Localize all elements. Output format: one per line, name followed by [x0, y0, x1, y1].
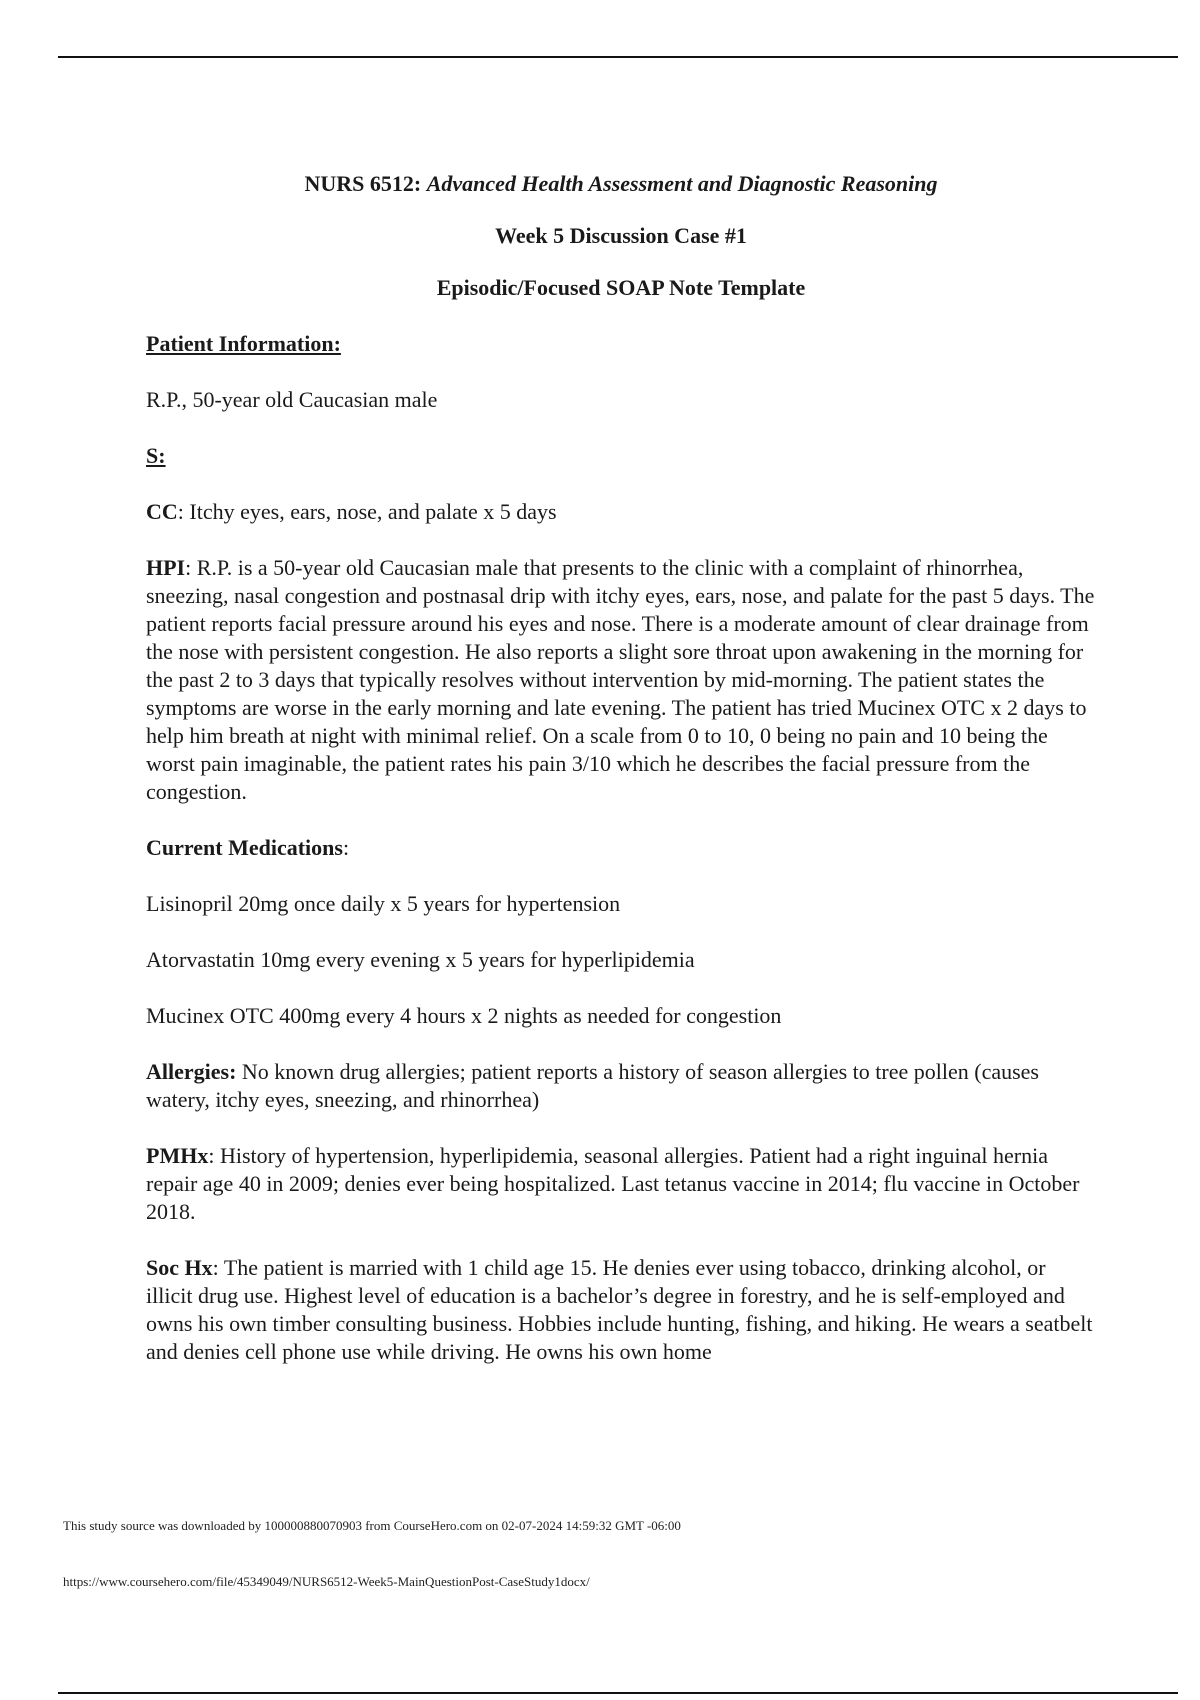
- medication-item: Atorvastatin 10mg every evening x 5 years for hyperlipidemia: [146, 947, 695, 972]
- course-code: NURS 6512:: [304, 171, 422, 196]
- allergies-paragraph: [146, 1058, 1096, 1114]
- template-title: Episodic/Focused SOAP Note Template: [436, 275, 806, 300]
- pmhx-text: : History of hypertension, hyperlipidemia, seasonal allergies. Patient had a right inguinal hernia repair age 40 in 2009; denies ever being hospitalized. Last tetanus vaccine in 2014; flu vaccine in October 2018.: [146, 1143, 1080, 1224]
- allergies-text: No known drug allergies; patient reports a history of season allergies to tree pollen (causes watery, itchy eyes, sneezing, and rhinorrhea): [146, 1059, 1039, 1112]
- soc-hx-label: Soc Hx: [146, 1255, 213, 1280]
- chief-complaint: [146, 498, 1096, 526]
- pmhx-paragraph: [146, 1142, 1096, 1226]
- medication-item: Mucinex OTC 400mg every 4 hours x 2 nights as needed for congestion: [146, 1003, 782, 1028]
- soc-hx-paragraph: [146, 1254, 1096, 1366]
- hpi-label: HPI: [146, 555, 186, 580]
- medication-item: Lisinopril 20mg once daily x 5 years for hypertension: [146, 891, 621, 916]
- medications-colon: :: [342, 835, 350, 860]
- allergies-label: Allergies:: [146, 1059, 237, 1084]
- course-heading: [146, 170, 1096, 198]
- cc-label: CC: [146, 499, 178, 524]
- subjective-heading: S:: [146, 443, 166, 468]
- hpi-paragraph: [146, 554, 1096, 806]
- cc-text: : Itchy eyes, ears, nose, and palate x 5 days: [177, 499, 557, 524]
- patient-info-heading: Patient Information:: [146, 331, 341, 356]
- patient-info-text: R.P., 50-year old Caucasian male: [146, 387, 438, 412]
- course-title: Advanced Health Assessment and Diagnostic Reasoning: [426, 171, 938, 196]
- document-body: [146, 170, 1096, 1394]
- bottom-rule: [58, 1692, 1178, 1694]
- hpi-text: : R.P. is a 50-year old Caucasian male that presents to the clinic with a complaint of rhinorrhea, sneezing, nasal congestion and postnasal drip with itchy eyes, ears, nose, and palate for the past 5 days. The patient reports facial pressure around his eyes and nose. There is a moderate amount of clear drainage from the nose with persistent congestion. He also reports a slight sore throat upon awakening in the morning for the past 2 to 3 days that typically resolves without intervention by mid-morning. The patient states the symptoms are worse in the early morning and late evening. The patient has tried Mucinex OTC x 2 days to help him breath at night with minimal relief. On a scale from 0 to 10, 0 being no pain and 10 being the worst pain imaginable, the patient rates his pain 3/10 which he describes the facial pressure from the congestion.: [146, 555, 1095, 804]
- pmhx-label: PMHx: [146, 1143, 209, 1168]
- soc-hx-text: : The patient is married with 1 child age 15. He denies ever using tobacco, drinking alcohol, or illicit drug use. Highest level of education is a bachelor’s degree in forestry, and he is self-employed and owns his own timber consulting business. Hobbies include hunting, fishing, and hiking. He wears a seatbelt and denies cell phone use while driving. He owns his own home: [146, 1255, 1093, 1364]
- source-url[interactable]: https://www.coursehero.com/file/45349049/NURS6512-Week5-MainQuestionPost-CaseStudy1docx/: [63, 1574, 590, 1589]
- medications-label: Current Medications: [146, 835, 343, 860]
- download-note: This study source was downloaded by 100000880070903 from CourseHero.com on 02-07-2024 14:59:32 GMT -06:00: [63, 1518, 681, 1533]
- medications-heading: [146, 834, 1096, 862]
- case-title: Week 5 Discussion Case #1: [495, 223, 747, 248]
- top-rule: [58, 56, 1178, 58]
